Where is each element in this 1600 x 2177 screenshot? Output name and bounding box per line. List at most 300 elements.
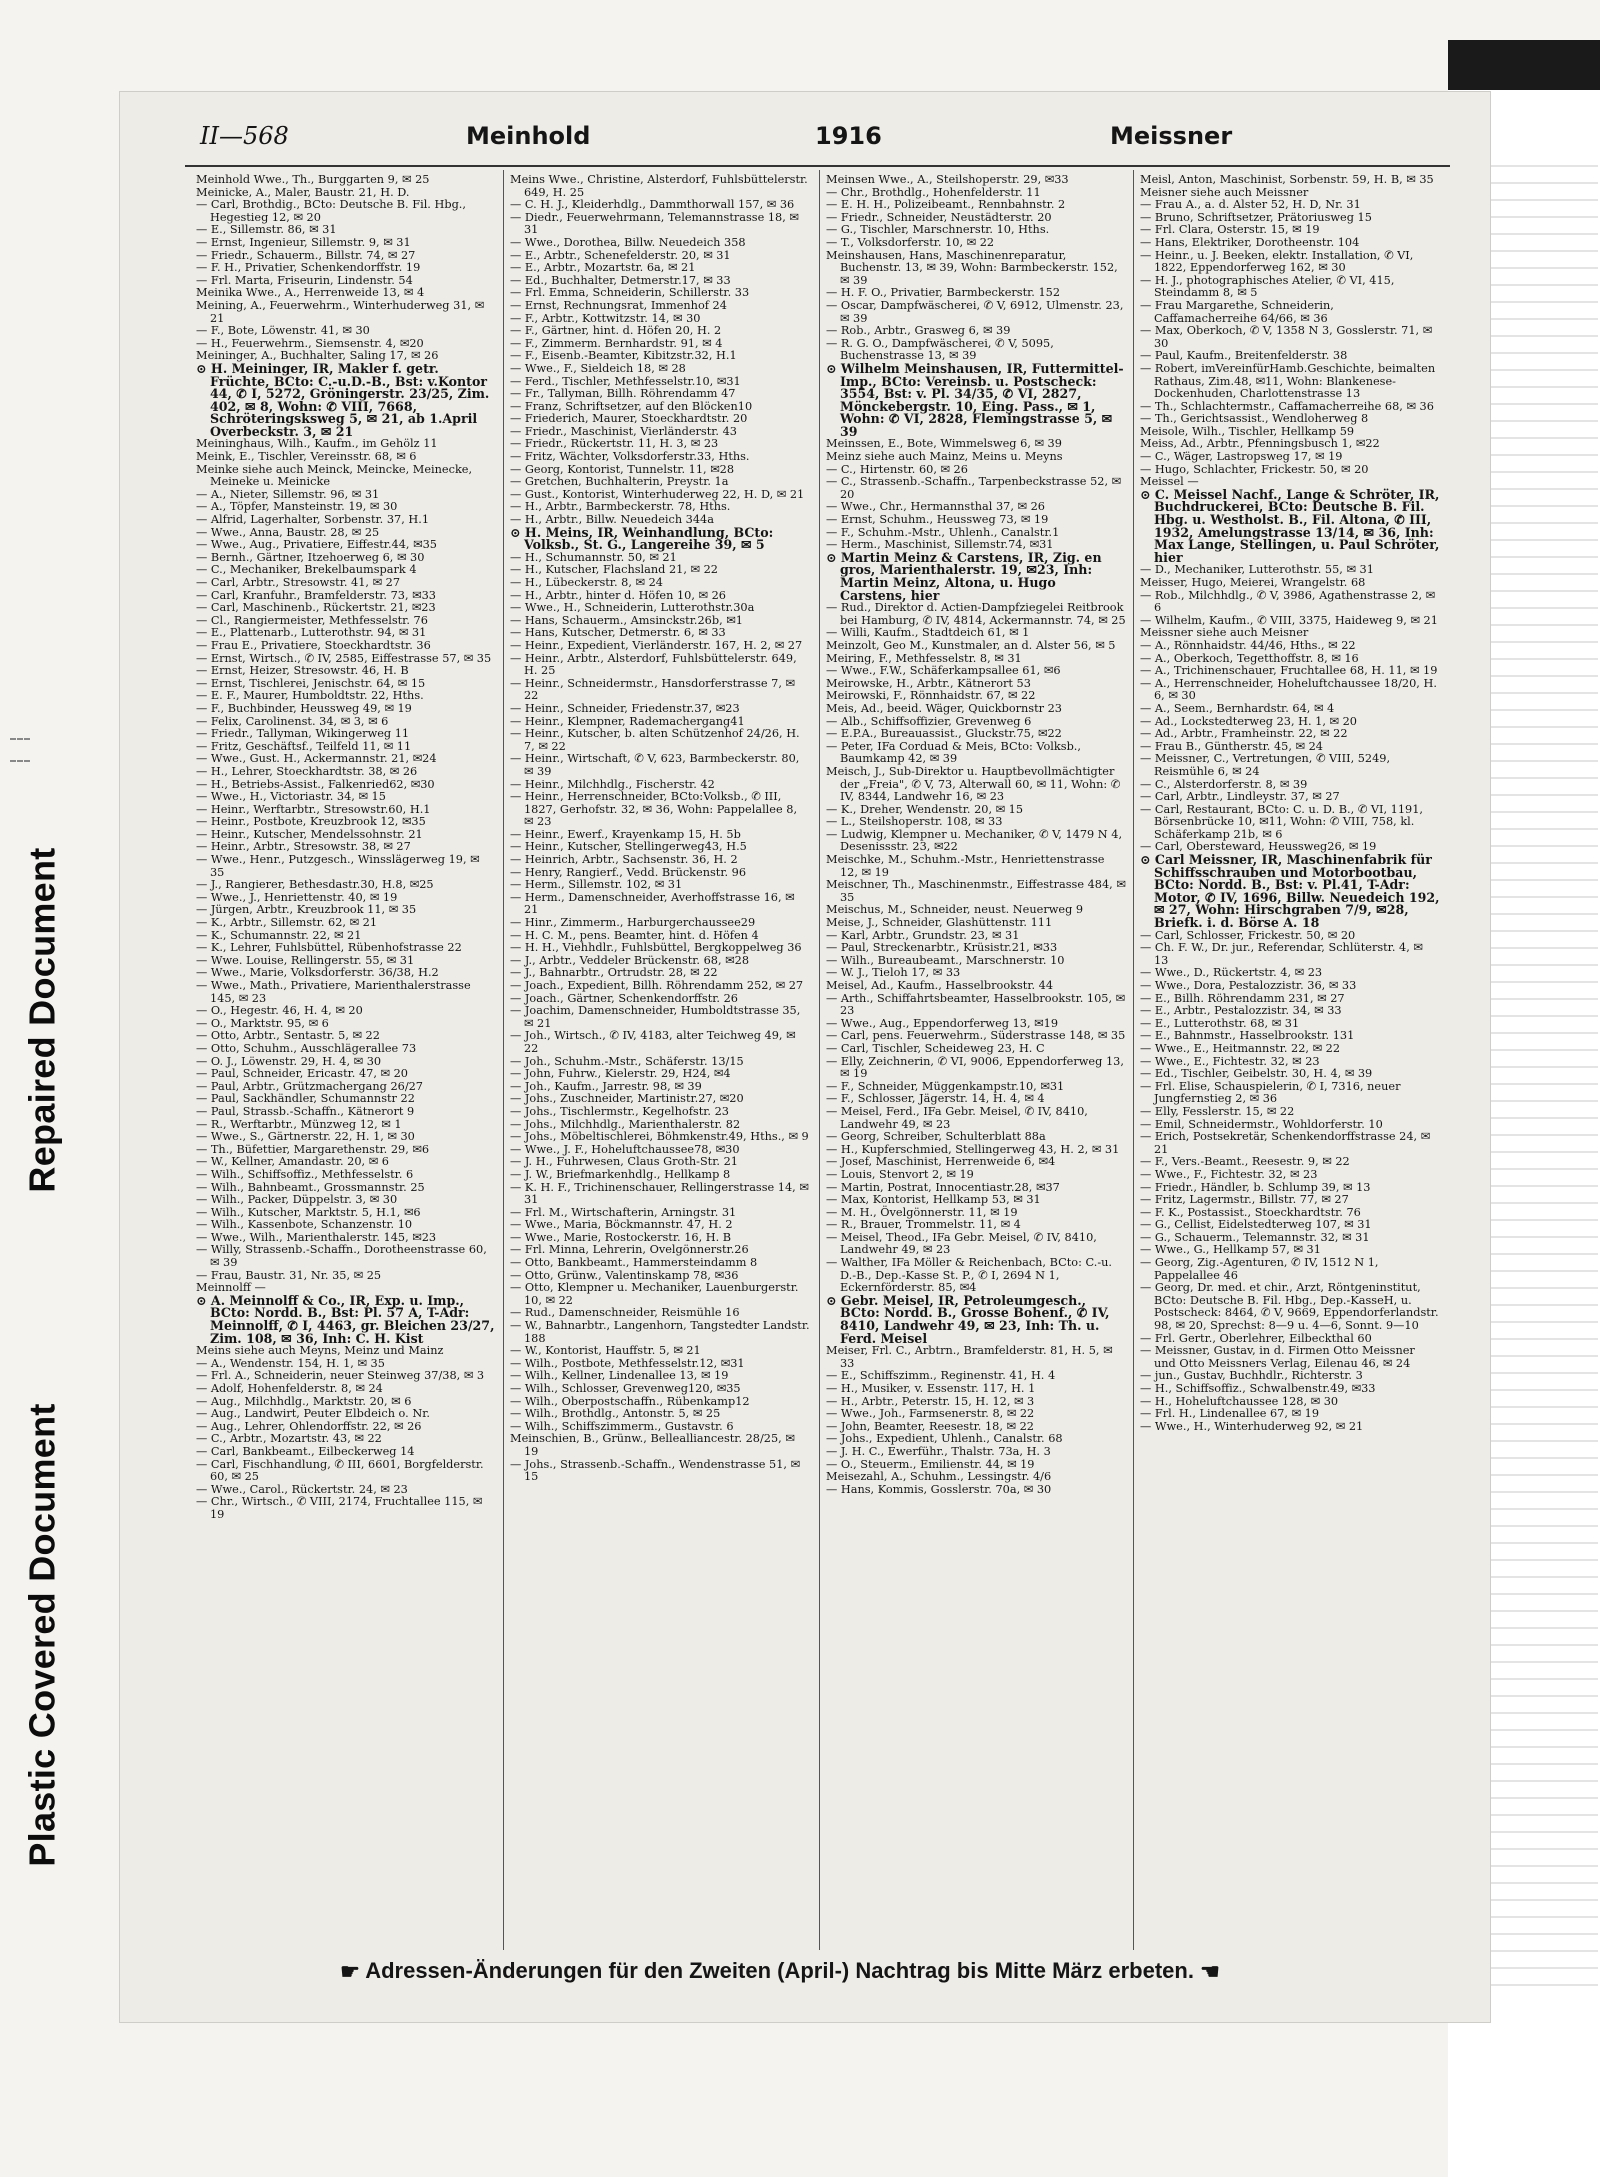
- directory-entry: — Meissner, C., Vertretungen, ✆ VIII, 5249, Reismühle 6, ✉ 24: [1140, 752, 1391, 778]
- directory-entry: — Heinr., Herrenschneider, BCto:Volksb., ✆ III, 1827, Gerhofstr. 32, ✉ 36, Wohn: Pappelallee 8, ✉ 23: [510, 790, 798, 829]
- directory-entry: — A., Herrenschneider, Hoheluftchaussee 18/20, H. 6, ✉ 30: [1140, 676, 1437, 703]
- directory-entry: — Emil, Schneidermstr., Wohldorferstr. 10: [1140, 1117, 1383, 1131]
- directory-entry: — O. J., Löwenstr. 29, H. 4, ✉ 30: [196, 1054, 382, 1068]
- directory-entry: Meissel —: [1140, 475, 1199, 489]
- directory-entry: — C. H. J., Kleiderhdlg., Dammthorwall 157, ✉ 36: [510, 198, 795, 212]
- directory-entry: — Hans, Kutscher, Detmerstr. 6, ✉ 33: [510, 626, 726, 640]
- directory-entry: — Carl, Restaurant, BCto: C. u. D. B., ✆ VI, 1191, Börsenbrücke 10, ✉11, Wohn: ✆ VIII, 758, kl. Schäferkamp 21b, ✉ 6: [1140, 802, 1424, 841]
- directory-entry: ⊙ H. Meininger, IR, Makler f. getr. Früchte, BCto: C.-u.D.-B., Bst: v.Kontor 44, ✆ I, 5272, Gröningerstr. 23/25, Zim. 402, ✉ 8, Wohn: ✆ VIII, 7668, Schröteringsksweg 5, ✉ 21, ab 1.April Overbeckstr. 3, ✉ 21: [196, 360, 490, 439]
- directory-entry: — Rob., Arbtr., Grasweg 6, ✉ 39: [826, 324, 1011, 338]
- directory-entry: — Johs., Milchhdlg., Marienthalerstr. 82: [510, 1117, 741, 1131]
- directory-entry: — Heinrich, Arbtr., Sachsenstr. 36, H. 2: [510, 853, 738, 867]
- directory-entry: — Otto, Arbtr., Sentastr. 5, ✉ 22: [196, 1029, 380, 1043]
- directory-entry: — Heinr., Kutscher, Mendelssohnstr. 21: [196, 827, 423, 841]
- side-label-repaired-text: Repaired Document: [22, 847, 64, 1193]
- directory-entry: — Frau Margarethe, Schneiderin, Caffamacherreihe 64/66, ✉ 36: [1140, 298, 1334, 325]
- directory-entry: — H. C. M., pens. Beamter, hint. d. Höfen 4: [510, 928, 759, 942]
- directory-entry: — G., Tischler, Marschnerstr. 10, Hths.: [826, 223, 1050, 237]
- directory-entry: — Herm., Maschinist, Sillemstr.74, ✉31: [826, 538, 1054, 552]
- directory-entry: — K., Schumannstr. 22, ✉ 21: [196, 928, 362, 942]
- directory-entry: — Johs., Zuschneider, Martinistr.27, ✉20: [510, 1092, 744, 1106]
- directory-entry: — Oscar, Dampfwäscherei, ✆ V, 6912, Ulmenstr. 23, ✉ 39: [826, 298, 1124, 325]
- directory-entry: — Fritz, Wächter, Volksdorferstr.33, Hths.: [510, 450, 750, 464]
- directory-entry: — Willi, Kaufm., Stadtdeich 61, ✉ 1: [826, 626, 1030, 640]
- directory-entry: Meiser, Frl. C., Arbtrn., Bramfelderstr. 81, H. 5, ✉ 33: [826, 1344, 1113, 1370]
- directory-entry: Meining, A., Feuerwehrm., Winterhuderweg 31, ✉ 21: [196, 298, 485, 325]
- directory-entry: — Friederich, Maurer, Stoeckhardtstr. 20: [510, 412, 748, 426]
- directory-entry: — Willy, Strassenb.-Schaffn., Dorotheenstrasse 60, ✉ 39: [196, 1243, 487, 1270]
- directory-entry: — Wwe., Marie, Volksdorferstr. 36/38, H.2: [196, 966, 439, 980]
- directory-entry: — Fr., Tallyman, Billh. Röhrendamm 47: [510, 387, 736, 401]
- directory-entry: Meinke siehe auch Meinck, Meincke, Meinecke, Meineke u. Meinicke: [196, 462, 473, 489]
- page-number: II—568: [200, 122, 289, 150]
- directory-entry: — Th., Gerichtsassist., Wendloherweg 8: [1140, 412, 1369, 426]
- directory-entry: — H., Betriebs-Assist., Falkenried62, ✉30: [196, 777, 435, 791]
- directory-entry: — Heinr., Wirtschaft, ✆ V, 623, Barmbeckerstr. 80, ✉ 39: [510, 752, 800, 778]
- directory-entry: — Frl. Clara, Osterstr. 15, ✉ 19: [1140, 223, 1320, 237]
- directory-entry: Meirowske, H., Arbtr., Kätnerort 53: [826, 676, 1031, 690]
- directory-entry: — Wilh., Schiffsoffiz., Methfesselstr. 6: [196, 1167, 414, 1181]
- directory-entry: — Wwe., D., Rückertstr. 4, ✉ 23: [1140, 966, 1323, 980]
- directory-entry: ⊙ C. Meissel Nachf., Lange & Schröter, IR, Buchdruckerei, BCto: Deutsche B. Fil. Hbg. u. Westholst. B., Fil. Altona, ✆ III, 1932, Amelungstrasse 13/14, ✉ 36, Inh: Max Lange, Stellingen, u. Paul Schröter, hier: [1140, 486, 1440, 565]
- directory-entry: — Otto, Klempner u. Mechaniker, Lauenburgerstr. 10, ✉ 22: [510, 1281, 799, 1307]
- directory-entry: — F., Buchbinder, Heussweg 49, ✉ 19: [196, 701, 412, 715]
- directory-entry: — E. F., Maurer, Humboldtstr. 22, Hths.: [196, 689, 424, 703]
- directory-entry: — Carl, Obersteward, Heussweg26, ✉ 19: [1140, 840, 1377, 854]
- directory-entry: — Wwe., H., Victoriastr. 34, ✉ 15: [196, 790, 386, 804]
- directory-entry: — Wilh., Oberpostschaffn., Rübenkamp12: [510, 1394, 750, 1408]
- directory-entry: — G., Cellist, Eidelstedterweg 107, ✉ 31: [1140, 1218, 1372, 1232]
- directory-entry: — Herm., Damenschneider, Averhoffstrasse 16, ✉ 21: [510, 890, 795, 917]
- directory-entry: — Johs., Strassenb.-Schaffn., Wendenstrasse 51, ✉ 15: [510, 1457, 801, 1484]
- directory-entry: — Wwe., H., Schneiderin, Lutterothstr.30a: [510, 601, 755, 615]
- directory-entry: — Hans, Schauerm., Amsinckstr.26b, ✉1: [510, 613, 743, 627]
- directory-entry: — Wwe., Henr., Putzgesch., Winsslägerweg 19, ✉ 35: [196, 853, 480, 879]
- directory-entry: — Alfrid, Lagerhalter, Sorbenstr. 37, H.1: [196, 513, 430, 527]
- directory-entry: — Aug., Milchhdlg., Marktstr. 20, ✉ 6: [196, 1394, 412, 1408]
- directory-entry: — John, Fuhrw., Kielerstr. 29, H24, ✉4: [510, 1067, 731, 1081]
- directory-entry: — Aug., Lehrer, Ohlendorffstr. 22, ✉ 26: [196, 1419, 422, 1433]
- directory-entry: Meinshausen, Hans, Maschinenreparatur, Buchenstr. 13, ✉ 39, Wohn: Barmbeckerstr. 152, ✉ 39: [826, 248, 1118, 287]
- directory-entry: — Frl. Emma, Schneiderin, Schillerstr. 33: [510, 286, 750, 300]
- directory-entry: — Wilh., Bahnbeamt., Grossmannstr. 25: [196, 1180, 425, 1194]
- directory-entry: — H. H., Viehhdlr., Fuhlsbüttel, Bergkoppelweg 36: [510, 941, 802, 955]
- directory-entry: — Carl, Bankbeamt., Eilbeckerweg 14: [196, 1444, 415, 1458]
- page-header: [200, 122, 1233, 156]
- directory-entry: — Wwe., Dora, Pestalozzistr. 36, ✉ 33: [1140, 979, 1357, 992]
- directory-entry: — John, Beamter, Reesestr. 18, ✉ 22: [826, 1419, 1034, 1433]
- directory-entry: Meischner, Th., Maschinenmstr., Eiffestrasse 484, ✉ 35: [826, 878, 1126, 904]
- directory-entry: — F. H., Privatier, Schenkendorffstr. 19: [196, 261, 421, 275]
- directory-entry: — Ernst, Tischlerei, Jenischstr. 64, ✉ 15: [196, 676, 426, 690]
- directory-entry: — Henry, Rangierf., Vedd. Brückenstr. 96: [510, 865, 747, 879]
- directory-entry: — Georg, Kontorist, Tunnelstr. 11, ✉28: [510, 462, 735, 476]
- directory-entry: — Wwe., J., Henriettenstr. 40, ✉ 19: [196, 890, 398, 904]
- directory-entry: — F., Bote, Löwenstr. 41, ✉ 30: [196, 324, 370, 338]
- directory-entry: — H., Lehrer, Stoeckhardtstr. 38, ✉ 26: [196, 764, 418, 778]
- directory-entry: Meisezahl, A., Schuhm., Lessingstr. 4/6: [826, 1470, 1052, 1484]
- directory-entry: — Herm., Sillemstr. 102, ✉ 31: [510, 878, 683, 892]
- directory-entry: — Carl, Kranfuhr., Bramfelderstr. 73, ✉33: [196, 588, 436, 602]
- directory-entry: — Johs., Expedient, Uhlenh., Canalstr. 68: [826, 1432, 1063, 1446]
- directory-column-1: [196, 174, 496, 1944]
- directory-entry: — Otto, Grünw., Valentinskamp 78, ✉36: [510, 1268, 739, 1282]
- directory-entry: — Ch. F. W., Dr. jur., Referendar, Schlüterstr. 4, ✉ 13: [1140, 941, 1423, 967]
- directory-entry: — Friedr., Händler, b. Schlump 39, ✉ 13: [1140, 1180, 1371, 1194]
- directory-entry: — Josef, Maschinist, Herrenweide 6, ✉4: [826, 1155, 1056, 1169]
- directory-entry: — Aug., Landwirt, Peuter Elbdeich o. Nr.: [196, 1407, 430, 1421]
- directory-entry: — Johs., Tischlermstr., Kegelhofstr. 23: [510, 1104, 729, 1118]
- directory-entry: — Frl. Elise, Schauspielerin, ✆ I, 7316, neuer Jungfernstieg 2, ✉ 36: [1140, 1079, 1401, 1106]
- directory-entry: — Wwe., Aug., Privatiere, Eiffestr.44, ✉35: [196, 538, 437, 552]
- directory-entry: — Rud., Direktor d. Actien-Dampfziegelei Reitbrook bei Hamburg, ✆ IV, 4814, Ackermannstr. 74, ✉ 25: [826, 601, 1126, 627]
- directory-entry: — E., Sillemstr. 86, ✉ 31: [196, 223, 337, 237]
- directory-entry: — Bruno, Schriftsetzer, Prätoriusweg 15: [1140, 210, 1372, 224]
- directory-entry: — Paul, Streckenarbtr., Krüsistr.21, ✉33: [826, 941, 1058, 955]
- directory-entry: — H., Arbtr., Peterstr. 15, H. 12, ✉ 3: [826, 1394, 1035, 1408]
- directory-entry: — H., Hoheluftchaussee 128, ✉ 30: [1140, 1394, 1339, 1408]
- directory-entry: — Joh., Schuhm.-Mstr., Schäferstr. 13/15: [510, 1054, 744, 1068]
- directory-entry: — K. H. F., Trichinenschauer, Rellingerstrasse 14, ✉ 31: [510, 1180, 809, 1207]
- header-last-name: Meissner: [1110, 122, 1233, 150]
- directory-entry: — Ernst, Heizer, Stresowstr. 46, H. B: [196, 664, 409, 678]
- directory-entry: — Rud., Damenschneider, Reismühle 16: [510, 1306, 740, 1320]
- directory-entry: — J., Rangierer, Bethesdastr.30, H.8, ✉25: [196, 878, 434, 892]
- directory-entry: Meinzolt, Geo M., Kunstmaler, an d. Alster 56, ✉ 5: [826, 638, 1116, 652]
- directory-entry: — C., Mechaniker, Brekelbaumspark 4: [196, 563, 417, 577]
- header-year: 1916: [815, 122, 882, 150]
- column-divider: [503, 170, 504, 1950]
- footer-notice: [330, 1958, 1230, 1988]
- directory-entry: — Hinr., Zimmerm., Harburgerchaussee29: [510, 916, 756, 930]
- footer-text: Adressen-Änderungen für den Zweiten (April-) Nachtrag bis Mitte März erbeten.: [365, 1958, 1194, 1983]
- directory-entry: Meiss, Ad., Arbtr., Pfenningsbusch 1, ✉22: [1140, 437, 1380, 451]
- directory-entry: Meininger, A., Buchhalter, Saling 17, ✉ 26: [196, 349, 439, 363]
- directory-entry: — Friedr., Tallyman, Wikingerweg 11: [196, 727, 410, 741]
- directory-entry: — E., Arbtr., Mozartstr. 6a, ✉ 21: [510, 261, 696, 275]
- directory-entry: — H., Musiker, v. Essenstr. 117, H. 1: [826, 1382, 1036, 1395]
- directory-entry: — Carl, Arbtr., Lindleystr. 37, ✉ 27: [1140, 790, 1340, 804]
- directory-entry: — Gust., Kontorist, Winterhuderweg 22, H. D, ✉ 21: [510, 487, 805, 501]
- header-first-name: Meinhold: [466, 122, 591, 150]
- directory-entry: — Meisel, Theod., IFa Gebr. Meisel, ✆ IV, 8410, Landwehr 49, ✉ 23: [826, 1230, 1097, 1257]
- directory-entry: — O., Marktstr. 95, ✉ 6: [196, 1016, 329, 1030]
- directory-entry: — Wwe., Wilh., Marienthalerstr. 145, ✉23: [196, 1230, 437, 1244]
- directory-entry: — E., Arbtr., Pestalozzistr. 34, ✉ 33: [1140, 1004, 1342, 1018]
- directory-entry: — Wwe., J. F., Hoheluftchaussee78, ✉30: [510, 1142, 740, 1156]
- directory-entry: — Th., Schlachtermstr., Caffamacherreihe 68, ✉ 36: [1140, 399, 1434, 413]
- directory-entry: — J., Bahnarbtr., Ortrudstr. 28, ✉ 22: [510, 966, 718, 980]
- directory-entry: — H., Kupferschmied, Stellingerweg 43, H. 2, ✉ 31: [826, 1142, 1120, 1156]
- directory-entry: — Diedr., Feuerwehrmann, Telemannstrasse 18, ✉ 31: [510, 210, 799, 237]
- directory-entry: — F. K., Postassist., Stoeckhardtstr. 76: [1140, 1205, 1361, 1219]
- directory-entry: Meischus, M., Schneider, neust. Neuerweg 9: [826, 903, 1084, 917]
- directory-entry: — Martin, Postrat, Innocentiastr.28, ✉37: [826, 1180, 1060, 1194]
- directory-entry: — Wwe., Joh., Farmsenerstr. 8, ✉ 22: [826, 1407, 1035, 1421]
- directory-entry: — Ernst, Schuhm., Heussweg 73, ✉ 19: [826, 513, 1049, 527]
- header-rule: [185, 165, 1450, 167]
- directory-entry: — E.P.A., Bureauassist., Gluckstr.75, ✉22: [826, 727, 1062, 741]
- directory-entry: — Georg, Dr. med. et chir., Arzt, Röntgeninstitut, BCto: Deutsche B. Fil. Hbg., Dep.-KasseH, u. Postscheck: 8464, ✆ V, 9669, Eppendorferlandstr. 98, ✉ 20, Sprechst: 8—9 u. 4—6, Sonnt. 9—10: [1140, 1281, 1439, 1333]
- directory-entry: — Frl. Minna, Lehrerin, Ovelgönnerstr.26: [510, 1243, 749, 1257]
- directory-entry: — Wilh., Postbote, Methfesselstr.12, ✉31: [510, 1356, 745, 1370]
- directory-entry: — Max, Oberkoch, ✆ V, 1358 N 3, Gosslerstr. 71, ✉ 30: [1140, 324, 1433, 350]
- directory-entry: Meinicke, A., Maler, Baustr. 21, H. D.: [196, 185, 410, 199]
- directory-entry: Meininghaus, Wilh., Kaufm., im Gehölz 11: [196, 437, 438, 451]
- directory-entry: — Wilh., Schlosser, Grevenweg120, ✉35: [510, 1382, 741, 1395]
- directory-entry: — Carl, Brothdig., BCto: Deutsche B. Fil. Hbg., Hegestieg 12, ✉ 20: [196, 198, 466, 224]
- directory-entry: — Walther, IFa Möller & Reichenbach, BCto: C.-u. D.-B., Dep.-Kasse St. P., ✆ I, 2694 N 1, Eckernförderstr. 85, ✉4: [826, 1256, 1113, 1295]
- pointing-hand-left-icon: ☛: [340, 1959, 360, 1985]
- directory-entry: — Ad., Lockstedterweg 23, H. 1, ✉ 20: [1140, 714, 1357, 728]
- directory-entry: — Jürgen, Arbtr., Kreuzbrook 11, ✉ 35: [196, 903, 417, 917]
- directory-entry: — Wwe., Gust. H., Ackermannstr. 21, ✉24: [196, 752, 437, 766]
- directory-entry: — F., Vers.-Beamt., Reesestr. 9, ✉ 22: [1140, 1155, 1350, 1169]
- directory-entry: — Wwe., H., Winterhuderweg 92, ✉ 21: [1140, 1419, 1364, 1433]
- directory-entry: Meisel, Ad., Kaufm., Hasselbrookstr. 44: [826, 979, 1054, 992]
- directory-entry: — Wilh., Bureaubeamt., Marschnerstr. 10: [826, 953, 1065, 967]
- directory-entry: — H., Feuerwehrm., Siemsenstr. 4, ✉20: [196, 336, 424, 350]
- directory-entry: — L., Steilshoperstr. 108, ✉ 33: [826, 815, 1003, 829]
- directory-entry: — Paul, Schneider, Ericastr. 47, ✉ 20: [196, 1067, 408, 1081]
- directory-entry: — Joach., Expedient, Billh. Röhrendamm 252, ✉ 27: [510, 979, 804, 992]
- directory-entry: — W. J., Tieloh 17, ✉ 33: [826, 966, 961, 980]
- directory-entry: ⊙ H. Meins, IR, Weinhandlung, BCto: Volksb., St. G., Langereihe 39, ✉ 5: [510, 524, 774, 553]
- directory-entry: — E. H. H., Polizeibeamt., Rennbahnstr. 2: [826, 198, 1066, 212]
- directory-entry: ⊙ Wilhelm Meinshausen, IR, Futtermittel-Imp., BCto: Vereinsb. u. Postscheck: 3554, Bst: v. Pl. 34/35, ✆ VI, 2827, Mönckebergstr. 10, Eing. Pass., ✉ 1, Wohn: ✆ VI, 2828, Flemingstrasse 5, ✉ 39: [826, 360, 1124, 439]
- directory-entry: — Heinr., Ewerf., Krayenkamp 15, H. 5b: [510, 827, 741, 841]
- directory-entry: — Hans, Kommis, Gosslerstr. 70a, ✉ 30: [826, 1482, 1052, 1496]
- directory-entry: Meinz siehe auch Mainz, Meins u. Meyns: [826, 450, 1063, 464]
- directory-entry: — A., Seem., Bernhardstr. 64, ✉ 4: [1140, 701, 1335, 715]
- directory-entry: — Frau, Baustr. 31, Nr. 35, ✉ 25: [196, 1268, 382, 1282]
- directory-entry: — A., Wendenstr. 154, H. 1, ✉ 35: [196, 1356, 385, 1370]
- directory-entry: — Peter, IFa Corduad & Meis, BCto: Volksb., Baumkamp 42, ✉ 39: [826, 739, 1081, 766]
- directory-entry: — Carl, Arbtr., Stresowstr. 41, ✉ 27: [196, 576, 401, 589]
- directory-entry: — Gretchen, Buchhalterin, Preystr. 1a: [510, 475, 729, 489]
- directory-entry: — Frau A., a. d. Alster 52, H. D, Nr. 31: [1140, 198, 1361, 212]
- directory-entry: — Georg, Schreiber, Schulterblatt 88a: [826, 1130, 1046, 1144]
- directory-entry: — Chr., Brothdlg., Hohenfelderstr. 11: [826, 185, 1041, 199]
- directory-entry: — Carl, Tischler, Scheideweg 23, H. C: [826, 1041, 1045, 1055]
- directory-entry: — Wwe., Anna, Baustr. 28, ✉ 25: [196, 525, 380, 539]
- directory-entry: — Georg, Zig.-Agenturen, ✆ IV, 1512 N 1, Pappelallee 46: [1140, 1256, 1379, 1282]
- directory-entry: — H. F. O., Privatier, Barmbeckerstr. 152: [826, 286, 1061, 300]
- directory-entry: — Meisel, Ferd., IFa Gebr. Meisel, ✆ IV, 8410, Landwehr 49, ✉ 23: [826, 1104, 1088, 1131]
- directory-entry: — Heinr., Arbtr., Alsterdorf, Fuhlsbüttelerstr. 649, H. 25: [510, 651, 797, 678]
- directory-entry: — Wwe., F.W., Schäferkampsallee 61, ✉6: [826, 664, 1061, 678]
- directory-entry: — G., Schauerm., Telemannstr. 32, ✉ 31: [1140, 1230, 1370, 1244]
- directory-entry: Meinika Wwe., A., Herrenweide 13, ✉ 4: [196, 286, 425, 300]
- directory-entry: — D., Mechaniker, Lutterothstr. 55, ✉ 31: [1140, 563, 1374, 577]
- directory-entry: — C., Hirtenstr. 60, ✉ 26: [826, 462, 968, 476]
- directory-entry: — H., Schiffsoffiz., Schwalbenstr.49, ✉33: [1140, 1382, 1376, 1395]
- directory-entry: — R., Brauer, Trommelstr. 11, ✉ 4: [826, 1218, 1021, 1232]
- directory-entry: — A., Rönnhaidstr. 44/46, Hths., ✉ 22: [1140, 638, 1356, 652]
- directory-entry: — Wwe., Aug., Eppendorferweg 13, ✉19: [826, 1016, 1059, 1030]
- directory-entry: — R. G. O., Dampfwäscherei, ✆ V, 5095, Buchenstrasse 13, ✉ 39: [826, 336, 1054, 363]
- directory-entry: Meisl, Anton, Maschinist, Sorbenstr. 59, H. B, ✉ 35: [1140, 174, 1434, 186]
- directory-entry: — R., Werftarbtr., Münzweg 12, ✉ 1: [196, 1117, 402, 1131]
- directory-entry: — Wwe., Math., Privatiere, Marienthalerstrasse 145, ✉ 23: [196, 979, 471, 1005]
- directory-entry: — Wilh., Schiffszimmerm., Gustavstr. 6: [510, 1419, 734, 1433]
- directory-entry: — T., Volksdorferstr. 10, ✉ 22: [826, 235, 995, 249]
- directory-entry: — Wilh., Kellner, Lindenallee 13, ✉ 19: [510, 1369, 729, 1383]
- directory-entry: Meinssen, E., Bote, Wimmelsweg 6, ✉ 39: [826, 437, 1062, 451]
- directory-entry: — Wwe., E., Fichtestr. 32, ✉ 23: [1140, 1054, 1320, 1068]
- directory-entry: — Felix, Carolinenst. 34, ✉ 3, ✉ 6: [196, 714, 389, 728]
- directory-entry: — E., Arbtr., Schenefelderstr. 20, ✉ 31: [510, 248, 731, 262]
- directory-entry: — Paul, Strassb.-Schaffn., Kätnerort 9: [196, 1104, 415, 1118]
- directory-entry: Meinhold Wwe., Th., Burggarten 9, ✉ 25: [196, 174, 430, 186]
- directory-entry: — E., Schiffszimm., Reginenstr. 41, H. 4: [826, 1369, 1056, 1383]
- directory-entry: — Carl, pens. Feuerwehrm., Süderstrasse 148, ✉ 35: [826, 1029, 1126, 1043]
- directory-entry: — Wwe., F., Fichtestr. 32, ✉ 23: [1140, 1167, 1318, 1181]
- directory-entry: — Heinr., Klempner, Rademachergang41: [510, 714, 745, 728]
- directory-entry: — A., Oberkoch, Tegetthoffstr. 8, ✉ 16: [1140, 651, 1359, 665]
- directory-entry: — F., Eisenb.-Beamter, Kibitzstr.32, H.1: [510, 349, 737, 363]
- directory-entry: Meisser, Hugo, Meierei, Wrangelstr. 68: [1140, 576, 1366, 589]
- directory-entry: — E., Plattenarb., Lutterothstr. 94, ✉ 31: [196, 626, 427, 640]
- directory-entry: — H., Arbtr., hinter d. Höfen 10, ✉ 26: [510, 588, 726, 602]
- directory-entry: — Ed., Tischler, Geibelstr. 30, H. 4, ✉ 39: [1140, 1067, 1373, 1081]
- directory-entry: — O., Steuerm., Emilienstr. 44, ✉ 19: [826, 1457, 1035, 1471]
- directory-entry: — Wwe., S., Gärtnerstr. 22, H. 1, ✉ 30: [196, 1130, 415, 1144]
- directory-entry: — C., Wäger, Lastropsweg 17, ✉ 19: [1140, 450, 1343, 464]
- directory-entry: — Wwe., Maria, Böckmannstr. 47, H. 2: [510, 1218, 733, 1232]
- directory-entry: — Frau E., Privatiere, Stoeckhardtstr. 36: [196, 638, 431, 652]
- directory-entry: — Joh., Wirtsch., ✆ IV, 4183, alter Teichweg 49, ✉ 22: [510, 1029, 796, 1055]
- directory-entry: — J. W., Briefmarkenhdlg., Hellkamp 8: [510, 1167, 731, 1181]
- directory-entry: — Alb., Schiffsoffizier, Grevenweg 6: [826, 714, 1032, 728]
- directory-column-3: [826, 174, 1126, 1944]
- directory-entry: — Erich, Postsekretär, Schenkendorffstrasse 24, ✉ 21: [1140, 1130, 1431, 1156]
- directory-entry: — H., Lübeckerstr. 8, ✉ 24: [510, 576, 663, 589]
- directory-entry: — Ferd., Tischler, Methfesselstr.10, ✉31: [510, 374, 741, 388]
- directory-entry: — Frl. M., Wirtschafterin, Arningstr. 31: [510, 1205, 737, 1219]
- column-divider: [1133, 170, 1134, 1950]
- directory-entry: ⊙ Carl Meissner, IR, Maschinenfabrik für Schiffsschrauben und Motorbootbau, BCto: Nordd. B., Bst: v. Pl.41, T-Adr: Motor, ✆ IV, 1696, Billw. Neuedeich 192, ✉ 27, Wohn: Hirschgraben 7/9, ✉28, Briefk. i. d. Börse A. 18: [1140, 852, 1440, 931]
- directory-entry: — H. J., photographisches Atelier, ✆ VI, 415, Steindamm 8, ✉ 5: [1140, 273, 1395, 300]
- side-label-plastic-covered-text: Plastic Covered Document: [22, 1403, 63, 1867]
- directory-entry: — Paul, Kaufm., Breitenfelderstr. 38: [1140, 349, 1348, 363]
- directory-entry: ⊙ Martin Meinz & Carstens, IR, Zig. en gros, Marienthalerstr. 19, ✉23, Inh: Martin Meinz, Altona, u. Hugo Carstens, hier: [826, 549, 1102, 603]
- directory-entry: — W., Kontorist, Hauffstr. 5, ✉ 21: [510, 1344, 701, 1358]
- directory-entry: — Heinr., Schneidermstr., Hansdorferstrasse 7, ✉ 22: [510, 676, 795, 703]
- directory-entry: — Bernh., Gärtner, Itzehoerweg 6, ✉ 30: [196, 550, 425, 564]
- directory-entry: Meinschien, B., Grünw., Bellealliancestr. 28/25, ✉ 19: [510, 1432, 795, 1458]
- directory-entry: Meissner siehe auch Meisner: [1140, 626, 1309, 640]
- directory-entry: — M. H., Övelgönnerstr. 11, ✉ 19: [826, 1205, 1018, 1219]
- column-divider: [819, 170, 820, 1950]
- directory-entry: ⊙ Gebr. Meisel, IR, Petroleumgesch., BCto: Nordd. B., Grosse Bohenf., ✆ IV, 8410, Landwehr 49, ✉ 23, Inh: Th. u. Ferd. Meisel: [826, 1292, 1110, 1346]
- directory-entry: — H., Arbtr., Barmbeckerstr. 78, Hths.: [510, 500, 731, 514]
- directory-entry: — W., Bahnarbtr., Langenhorn, Tangstedter Landstr. 188: [510, 1319, 810, 1345]
- directory-entry: — Frl. H., Lindenallee 67, ✉ 19: [1140, 1407, 1320, 1421]
- directory-entry: — K., Arbtr., Sillemstr. 62, ✉ 21: [196, 916, 378, 930]
- directory-entry: — Friedr., Maschinist, Vierländerstr. 43: [510, 424, 737, 438]
- directory-entry: Meins Wwe., Christine, Alsterdorf, Fuhlsbüttelerstr. 649, H. 25: [510, 174, 808, 199]
- side-label-repaired: [8, 760, 78, 1280]
- directory-entry: Meise, J., Schneider, Glashüttenstr. 111: [826, 916, 1053, 930]
- directory-entry: — Max, Kontorist, Hellkamp 53, ✉ 31: [826, 1193, 1041, 1207]
- directory-entry: — H., Schumannstr. 50, ✉ 21: [510, 550, 677, 564]
- directory-entry: — F., Schlosser, Jägerstr. 14, H. 4, ✉ 4: [826, 1092, 1045, 1106]
- divider-dash: [10, 760, 30, 762]
- directory-entry: — F., Zimmerm. Bernhardstr. 91, ✉ 4: [510, 336, 723, 350]
- directory-entry: — F., Schneider, Müggenkampstr.10, ✉31: [826, 1079, 1065, 1093]
- directory-entry: — Heinr., Schneider, Friedenstr.37, ✉23: [510, 701, 740, 715]
- directory-entry: — Heinr., Postbote, Kreuzbrook 12, ✉35: [196, 815, 426, 829]
- directory-entry: — Fritz, Geschäftsf., Teilfeld 11, ✉ 11: [196, 739, 412, 753]
- directory-entry: — Arth., Schiffahrtsbeamter, Hasselbrookstr. 105, ✉ 23: [826, 991, 1126, 1018]
- directory-entry: — Frl. Gertr., Oberlehrer, Eilbeckthal 60: [1140, 1331, 1372, 1345]
- directory-entry: — Paul, Arbtr., Grützmachergang 26/27: [196, 1079, 423, 1093]
- directory-entry: — Heinr., Kutscher, b. alten Schützenhof 24/26, H. 7, ✉ 22: [510, 727, 800, 753]
- directory-entry: — H., Kutscher, Flachsland 21, ✉ 22: [510, 563, 718, 577]
- directory-entry: Meisole, Wilh., Tischler, Hellkamp 59: [1140, 424, 1355, 438]
- directory-entry: — Ernst, Wirtsch., ✆ IV, 2585, Eiffestrasse 57, ✉ 35: [196, 651, 492, 665]
- directory-entry: — Joh., Kaufm., Jarrestr. 98, ✉ 39: [510, 1079, 702, 1093]
- directory-entry: — Wwe., Dorothea, Billw. Neuedeich 358: [510, 235, 746, 249]
- side-label-plastic-covered: [8, 1290, 78, 1980]
- directory-entry: — Carl, Schlosser, Frickestr. 50, ✉ 20: [1140, 928, 1356, 942]
- directory-entry: — Louis, Stenvort 2, ✉ 19: [826, 1167, 974, 1181]
- directory-entry: — Ludwig, Klempner u. Mechaniker, ✆ V, 1479 N 4, Desenissstr. 23, ✉22: [826, 827, 1123, 854]
- directory-entry: — Wwe., Chr., Hermannsthal 37, ✉ 26: [826, 500, 1045, 514]
- directory-entry: — F., Schuhm.-Mstr., Uhlenh., Canalstr.1: [826, 525, 1060, 539]
- pointing-hand-right-icon: ☚: [1200, 1959, 1220, 1985]
- directory-entry: — Wilh., Kutscher, Marktstr. 5, H.1, ✉6: [196, 1205, 421, 1219]
- directory-entry: — Friedr., Rückertstr. 11, H. 3, ✉ 23: [510, 437, 719, 451]
- directory-entry: — J. H. C., Ewerführ., Thalstr. 73a, H. 3: [826, 1444, 1051, 1458]
- directory-entry: — Otto, Bankbeamt., Hammersteindamm 8: [510, 1256, 758, 1270]
- directory-entry: — Paul, Sackhändler, Schumannstr 22: [196, 1092, 415, 1106]
- directory-entry: Meinnolff —: [196, 1281, 266, 1295]
- directory-entry: Meis, Ad., beeid. Wäger, Quickbornstr 23: [826, 701, 1062, 715]
- directory-entry: — Carl, Fischhandlung, ✆ III, 6601, Borgfelderstr. 60, ✉ 25: [196, 1457, 484, 1484]
- directory-entry: — Wwe., Marie, Rostockerstr. 16, H. B: [510, 1230, 732, 1244]
- directory-entry: — J. H., Fuhrwesen, Claus Groth-Str. 21: [510, 1155, 738, 1169]
- directory-entry: — Cl., Rangiermeister, Methfesselstr. 76: [196, 613, 428, 627]
- directory-entry: — Friedr., Schauerm., Billstr. 74, ✉ 27: [196, 248, 416, 262]
- directory-entry: — Carl, Maschinenb., Rückertstr. 21, ✉23: [196, 601, 436, 615]
- directory-entry: — Elly, Zeichnerin, ✆ VI, 9006, Eppendorferweg 13, ✉ 19: [826, 1054, 1124, 1081]
- directory-entry: — Johs., Möbeltischlerei, Böhmkenstr.49, Hths., ✉ 9: [510, 1130, 809, 1144]
- directory-column-4: [1140, 174, 1440, 1944]
- directory-entry: — Fritz, Lagermstr., Billstr. 77, ✉ 27: [1140, 1193, 1349, 1207]
- directory-entry: — Joachim, Damenschneider, Humboldtstrasse 35, ✉ 21: [510, 1004, 801, 1030]
- directory-entry: — Meissner, Gustav, in d. Firmen Otto Meissner und Otto Meissners Verlag, Eilenau 46, ✉ 24: [1140, 1344, 1415, 1370]
- directory-entry: — E., Billh. Röhrendamm 231, ✉ 27: [1140, 991, 1345, 1005]
- directory-entry: — Franz, Schriftsetzer, auf den Blöcken10: [510, 399, 753, 413]
- directory-entry: — jun., Gustav, Buchhdlr., Richterstr. 3: [1140, 1369, 1363, 1383]
- directory-entry: — Heinr., Expedient, Vierländerstr. 167, H. 2, ✉ 27: [510, 638, 803, 652]
- directory-entry: — C., Arbtr., Mozartstr. 43, ✉ 22: [196, 1432, 382, 1446]
- directory-entry: — Wwe., G., Hellkamp 57, ✉ 31: [1140, 1243, 1321, 1257]
- directory-entry: — Heinr., Kutscher, Stellingerweg43, H.5: [510, 840, 747, 854]
- directory-entry: — Rob., Milchhdlg., ✆ V, 3986, Agathenstrasse 2, ✉ 6: [1140, 588, 1436, 615]
- directory-entry: — Heinr., Werftarbtr., Stresowstr.60, H.1: [196, 802, 431, 816]
- directory-entry: — E., Lutterothstr. 68, ✉ 31: [1140, 1016, 1300, 1030]
- directory-entry: — Wilh., Packer, Düppelstr. 3, ✉ 30: [196, 1193, 398, 1207]
- directory-entry: — Frl. A., Schneiderin, neuer Steinweg 37/38, ✉ 3: [196, 1369, 485, 1383]
- directory-entry: — F., Arbtr., Kottwitzstr. 14, ✉ 30: [510, 311, 701, 325]
- directory-entry: — A., Töpfer, Mansteinstr. 19, ✉ 30: [196, 500, 398, 514]
- directory-entry: — Heinr., u. J. Beeken, elektr. Installation, ✆ VI, 1822, Eppendorferweg 162, ✉ 30: [1140, 248, 1414, 275]
- directory-entry: — Friedr., Schneider, Neustädterstr. 20: [826, 210, 1052, 224]
- scanner-edge: [1448, 40, 1600, 90]
